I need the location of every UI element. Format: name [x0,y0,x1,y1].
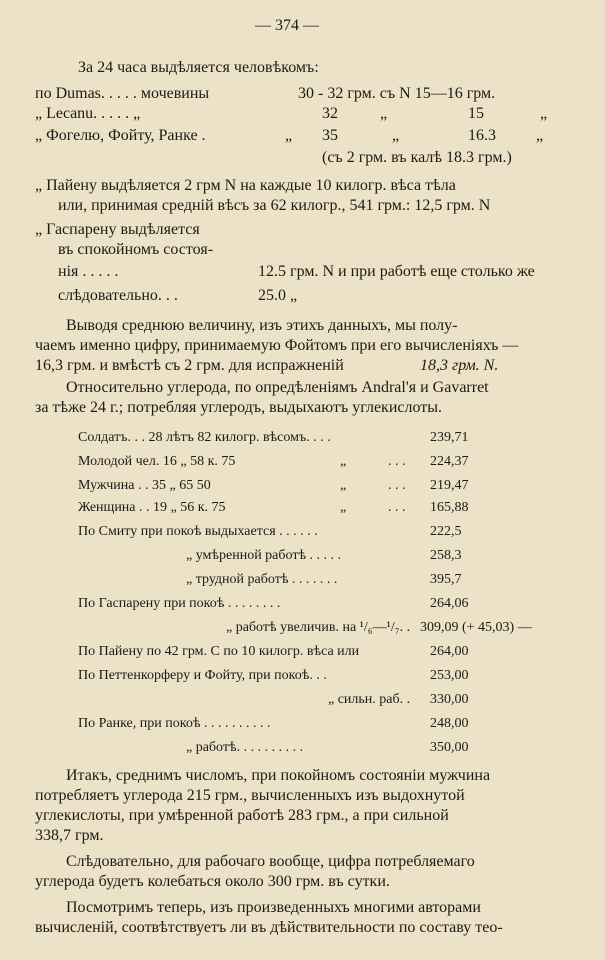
table-row-value: 264,06 [430,596,469,611]
text-line: въ спокойномъ состоя- [58,241,214,258]
text-line: За 24 часа выдѣляется человѣкомъ: [78,59,319,76]
table-row-label: По Пайену по 42 грм. C по 10 килогр. вѣса или [78,644,360,659]
text-line: 16.3 [468,127,496,144]
table-row-label: Мужчина . . 35 „ 65 50 [78,478,211,493]
text-line: Относительно углерода, по опредѣленiямъ Andral'я и Gavarret [66,379,489,396]
text-line: за тѣже 24 г.; потребляя углеродъ, выдыхаютъ углекислоты. [35,399,443,416]
text-line: 12.5 грм. N и при работѣ еще столько же [258,263,535,280]
text-line: нiя . . . . . [58,263,119,280]
text-line: „ Гаспарену выдѣляется [35,221,200,238]
text-line: „ [392,127,400,144]
table-row-value: 330,00 [430,692,469,707]
text-line: „ [540,105,548,122]
table-row-value: 253,00 [430,668,469,683]
text-line: 25.0 „ [258,287,298,304]
text-line: 15 [468,105,484,122]
text-line: Итакъ, среднимъ числомъ, при покойномъ состоянiи мужчина [66,767,491,784]
table-row-label: „ трудной работѣ . . . . . . . [186,572,338,587]
table-row-label: „ умѣренной работѣ . . . . . [186,548,342,563]
text-line: „ Lecanu. . . . . „ [35,105,141,122]
table-row-label: „ сильн. раб. . [328,692,411,707]
table-row-label: По Ранке, при покоѣ . . . . . . . . . . [78,716,271,731]
table-row-label: „ работѣ увеличив. на ¹/₆—¹/₇. . [226,620,411,635]
table-row-value: 248,00 [430,716,469,731]
table-row-value: 219,47 [430,478,469,493]
table-row-dots: . . . [388,478,406,493]
text-line: Посмотримъ теперь, изъ произведенныхъ многими авторами [66,899,481,916]
table-row-value: 350,00 [430,740,469,755]
text-line: 338,7 грм. [35,827,104,844]
text-line: по Dumas. . . . . мочевины [35,85,210,102]
table-row-value: 258,3 [430,548,462,563]
text-line: 32 [322,105,338,122]
text-line: углерода будетъ колебаться около 300 грм. въ сутки. [35,873,390,890]
text-line: „ [285,127,293,144]
table-row-mark: „ [340,478,347,493]
text-line: 18,3 грм. N. [420,357,499,374]
text-line: „ Пайену выдѣляется 2 грм N на каждые 10 килогр. вѣса тѣла [35,177,456,194]
text-line: слѣдовательно. . . [58,287,178,304]
text-line: (съ 2 грм. въ калѣ 18.3 грм.) [322,149,512,166]
text-line: 16,3 грм. и вмѣстѣ съ 2 грм. для испражненiй [35,357,344,374]
text-line: Выводя среднюю величину, изъ этихъ данныхъ, мы полу- [66,317,458,334]
table-row-value: 239,71 [430,430,469,445]
text-line: чаемъ именно цифру, принимаемую Фойтомъ при его вычисленiяхъ — [35,337,519,354]
text-line: или, принимая среднiй вѣсъ за 62 килогр., 541 грм.: 12,5 грм. N [58,197,491,214]
text-line: 35 [322,127,338,144]
text-line: Слѣдовательно, для рабочаго вообще, цифра потребляемаго [66,853,475,870]
table-row-mark: „ [340,500,347,515]
table-row-label: По Гаспарену при покоѣ . . . . . . . . [78,596,281,611]
text-line: вычисленiй, соотвѣтствуетъ ли въ дѣйствительности по составу тео- [35,919,503,936]
table-row-dots: . . . [388,500,406,515]
page-number: — 374 — [255,17,319,34]
table-row-label: По Смиту при покоѣ выдыхается . . . . . . [78,524,318,539]
table-row-value: 264,00 [430,644,469,659]
table-row-dots: . . . [388,454,406,469]
table-row-label: „ работѣ. . . . . . . . . . [186,740,304,755]
table-row-label: Солдатъ. . . 28 лѣтъ 82 килогр. вѣсомъ. . . . [78,430,331,445]
text-line: 30 - 32 грм. съ N 15—16 грм. [298,85,496,102]
table-row-label: По Петтенкорферу и Фойту, при покоѣ. . . [78,668,327,683]
text-line: „ [536,127,544,144]
text-line: „ Фогелю, Фойту, Ранке . [35,127,206,144]
table-row-value: 222,5 [430,524,462,539]
table-row-value: 165,88 [430,500,469,515]
table-row-value: 395,7 [430,572,462,587]
table-row-value: 224,37 [430,454,469,469]
text-line: углекислоты, при умѣренной работѣ 283 грм., а при сильной [35,807,449,824]
table-row-mark: „ [340,454,347,469]
text-line: „ [380,105,388,122]
table-row-label: Женщина . . 19 „ 56 к. 75 [78,500,226,515]
table-row-label: Молодой чел. 16 „ 58 к. 75 [78,454,236,469]
table-row-value: 309,09 (+ 45,03) — [420,620,532,635]
text-line: потребляетъ углерода 215 грм., вычисленныхъ изъ выдохнутой [35,787,465,804]
